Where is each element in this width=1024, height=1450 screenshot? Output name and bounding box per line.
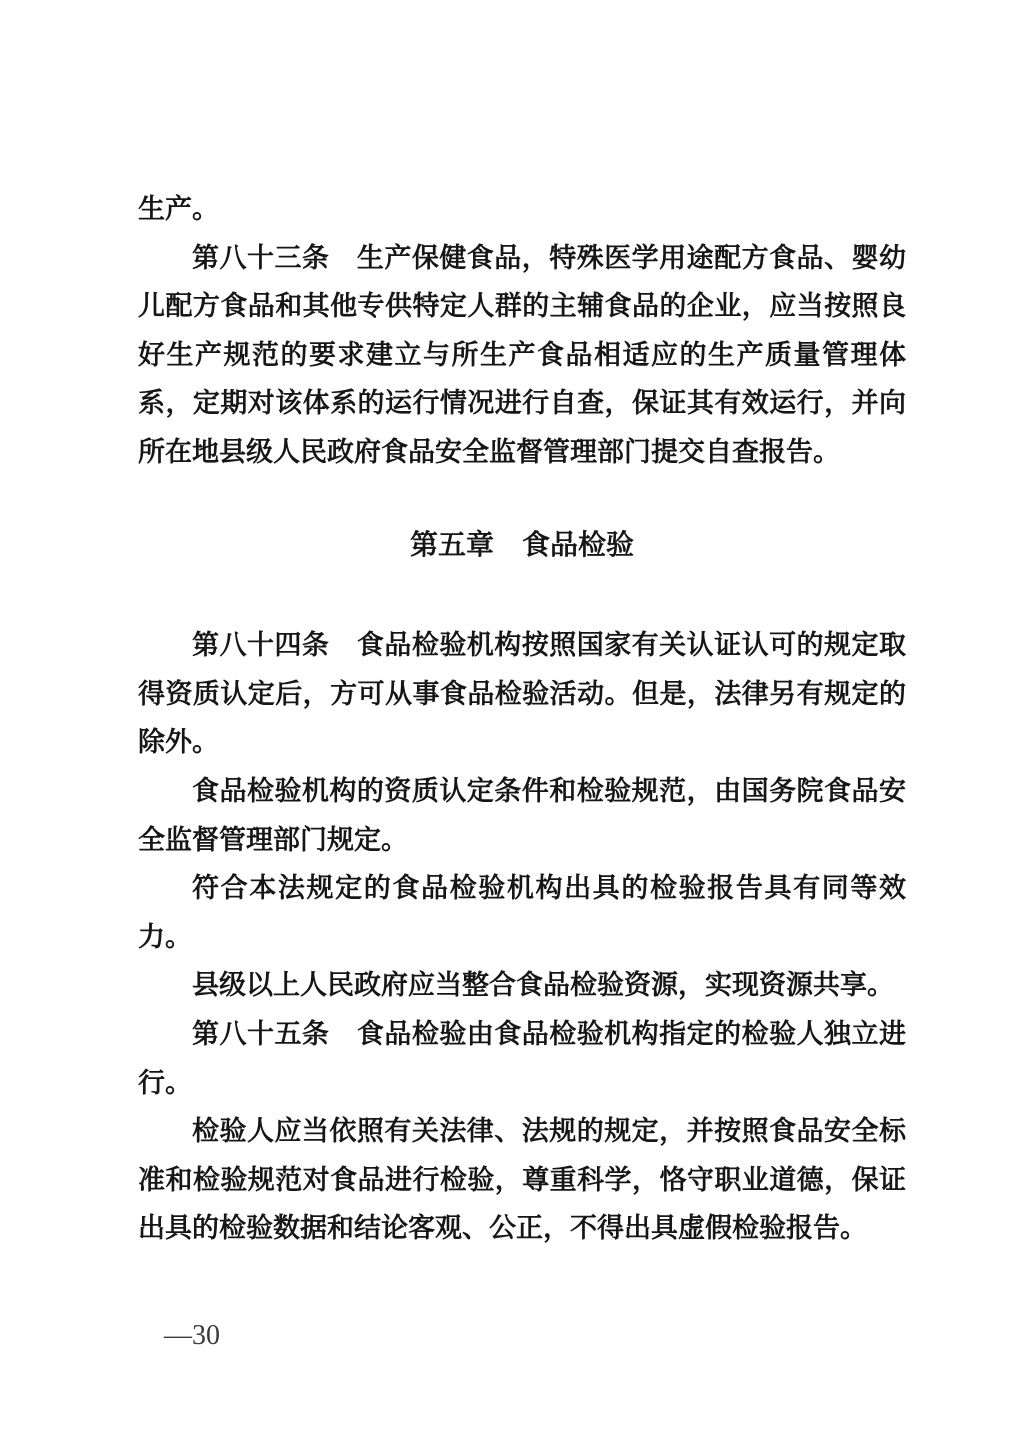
paragraph-article-85-2: 检验人应当依照有关法律、法规的规定，并按照食品安全标准和检验规范对食品进行检验，尊重科学，恪守职业道德，保证出具的检验数据和结论客观、公正，不得出具虚假检验报告。 (138, 1116, 906, 1245)
paragraph-article-85-1: 第八十五条 食品检验由食品检验机构指定的检验人独立进行。 (138, 1018, 906, 1099)
paragraph-article-83: 第八十三条 生产保健食品，特殊医学用途配方食品、婴幼儿配方食品和其他专供特定人群的主辅食品的企业，应当按照良好生产规范的要求建立与所生产食品相适应的生产质量管理体系，定期对该体系的运行情况进行自查，保证其有效运行，并向所在地县级人民政府食品安全监督管理部门提交自查报告。 (138, 242, 906, 468)
paragraph-article-84-3: 符合本法规定的食品检验机构出具的检验报告具有同等效力。 (138, 873, 906, 953)
page-number: —30 (164, 1320, 220, 1351)
document-body (138, 186, 906, 1254)
chapter-heading: 第五章 食品检验 (409, 527, 634, 561)
paragraph-article-84-1: 第八十四条 食品检验机构按照国家有关认证认可的规定取得资质认定后，方可从事食品检验活动。但是，法律另有规定的除外。 (138, 630, 906, 759)
paragraph-continuation: 生产。 (138, 194, 219, 225)
paragraph-article-84-2: 食品检验机构的资质认定条件和检验规范，由国务院食品安全监督管理部门规定。 (138, 775, 906, 856)
paragraph-article-84-4: 县级以上人民政府应当整合食品检验资源，实现资源共享。 (192, 970, 894, 1002)
